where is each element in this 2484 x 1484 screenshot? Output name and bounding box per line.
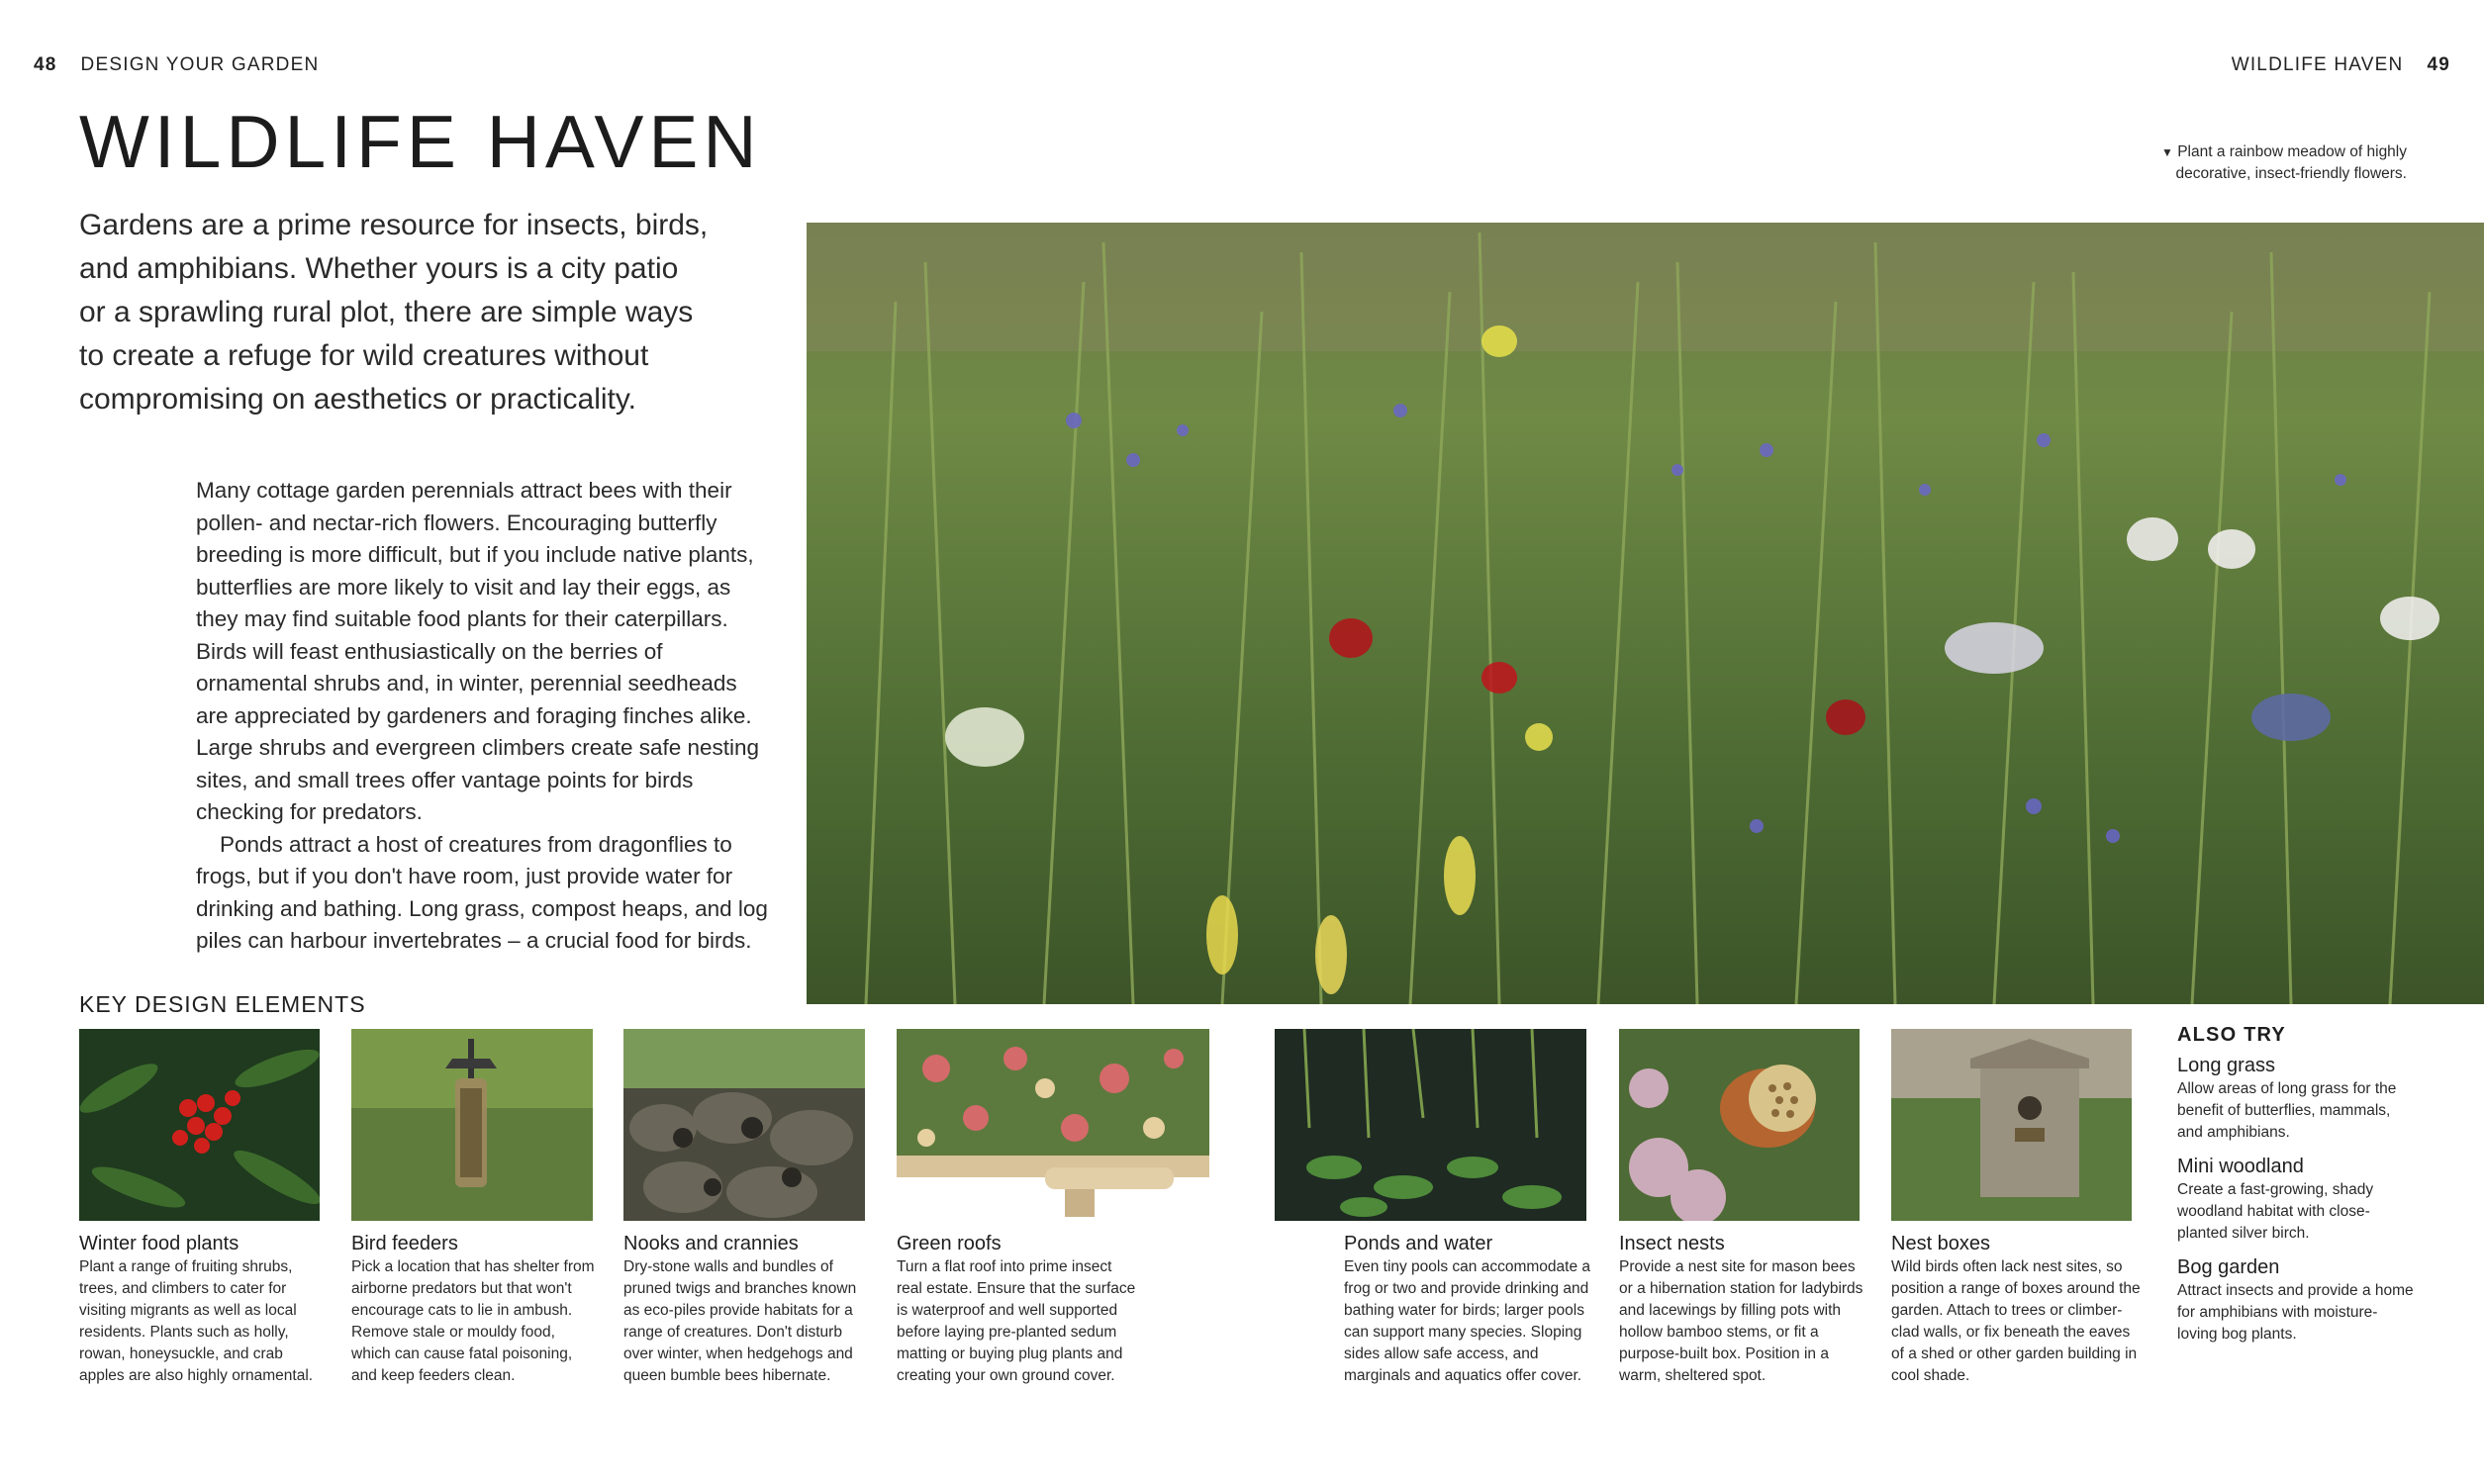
also-try-item-text: Create a fast-growing, shady woodland habitat with close-planted silver birch. — [2177, 1181, 2374, 1242]
section-heading: KEY DESIGN ELEMENTS — [79, 991, 366, 1017]
element-green-roofs — [897, 1231, 1140, 1387]
element-nooks-and-crannies — [623, 1231, 869, 1387]
element-title: Winter food plants — [79, 1233, 239, 1254]
body-paragraph-1: Many cottage garden perennials attract bees with their pollen- and nectar-rich flowers. Encouraging butterfly breeding is more difficult, but if you include native plants, butterflies are more likely to visit and lay their eggs, as they may find suitable food plants for their caterpillars. Birds will feast enthusiastically on the berries of ornamental shrubs and, in winter, perennial seedheads are appreciated by gardeners and foraging finches alike. Large shrubs and evergreen climbers create safe nesting sites, and small trees offer vantage points for birds checking for predators. — [196, 478, 760, 824]
element-text: Provide a nest site for mason bees or a hibernation station for ladybirds and lacewings by filling pots with hollow bamboo stems, or fit a purpose-built box. Position in a warm, sheltered spot. — [1619, 1258, 1863, 1384]
winter-food-plants-photo — [79, 1029, 320, 1221]
also-try-item-title: Bog garden — [2177, 1256, 2280, 1278]
element-text: Wild birds often lack nest sites, so position a range of boxes around the garden. Attach to trees or climber-clad walls, or fix beneath the eaves of a shed or other garden building in cool shade. — [1891, 1258, 2141, 1384]
also-try-item-title: Long grass — [2177, 1055, 2275, 1076]
bird-feeders-photo — [351, 1029, 593, 1221]
right-page-number: 49 — [2427, 54, 2450, 75]
element-nest-boxes — [1891, 1231, 2145, 1387]
caption-rest: of highly decorative, insect-friendly flowers. — [2175, 143, 2407, 182]
element-text: Plant a range of fruiting shrubs, trees, and climbers to cater for visiting migrants as well as local residents. Plants such as holly, rowan, honeysuckle, and crab apples are also highly ornamental. — [79, 1258, 314, 1384]
element-text: Turn a flat roof into prime insect real estate. Ensure that the surface is waterproof and well supported before laying pre-planted sedum matting or buying plug plants and creating your own ground cover. — [897, 1258, 1136, 1384]
body-paragraph-2: Ponds attract a host of creatures from dragonflies to frogs, but if you don't have room, just provide water for drinking and bathing. Long grass, compost heaps, and log piles can harbour invertebrates – a crucial food for birds. — [196, 831, 768, 953]
element-winter-food-plants — [79, 1231, 327, 1387]
also-try-item-title: Mini woodland — [2177, 1156, 2304, 1177]
element-text: Pick a location that has shelter from airborne predators but that won't encourage cats to lie in ambush. Remove stale or mouldy food, which can cause fatal poisoning, and keep feeders clean. — [351, 1258, 595, 1384]
also-try-panel — [2177, 1024, 2415, 1355]
element-title: Bird feeders — [351, 1233, 458, 1254]
green-roofs-photo — [897, 1029, 1209, 1221]
left-running-head — [34, 54, 319, 76]
page-title: WILDLIFE HAVEN — [79, 100, 762, 183]
right-running-head-text: WILDLIFE HAVEN — [2231, 54, 2404, 75]
caption-lead: Plant a rainbow meadow — [2177, 143, 2345, 160]
nooks-and-crannies-photo — [623, 1029, 865, 1221]
photo-caption — [2150, 141, 2407, 184]
element-title: Ponds and water — [1344, 1233, 1493, 1254]
nest-boxes-photo — [1891, 1029, 2132, 1221]
also-try-item-text: Allow areas of long grass for the benefit of butterflies, mammals, and amphibians. — [2177, 1080, 2397, 1141]
element-title: Nooks and crannies — [623, 1233, 799, 1254]
element-title: Nest boxes — [1891, 1233, 1991, 1254]
element-insect-nests — [1619, 1231, 1864, 1387]
body-text — [196, 475, 770, 958]
caption-marker: ▼ — [2161, 145, 2173, 159]
element-text: Even tiny pools can accommodate a frog or two and provide drinking and bathing water for birds; larger pools can support many species. Sloping sides allow safe access, and marginals and aquatics offer cover. — [1344, 1258, 1590, 1384]
element-title: Green roofs — [897, 1233, 1002, 1254]
element-bird-feeders — [351, 1231, 597, 1387]
also-try-heading: ALSO TRY — [2177, 1024, 2286, 1046]
intro-paragraph: Gardens are a prime resource for insects, birds, and amphibians. Whether yours is a city patio or a sprawling rural plot, there are simple ways to create a refuge for wild creatures without compromising on aesthetics or practicality. — [79, 209, 709, 416]
insect-nests-photo — [1619, 1029, 1860, 1221]
right-running-head — [2232, 54, 2450, 76]
element-title: Insect nests — [1619, 1233, 1725, 1254]
also-try-item-text: Attract insects and provide a home for amphibians with moisture-loving bog plants. — [2177, 1282, 2414, 1343]
ponds-and-water-photo — [1275, 1029, 1586, 1221]
meadow-photo — [807, 223, 2484, 1004]
element-text: Dry-stone walls and bundles of pruned twigs and branches known as eco-piles provide habitats for a range of creatures. Don't disturb over winter, when hedgehogs and queen bumble bees hibernate. — [623, 1258, 857, 1384]
left-page-number: 48 — [34, 54, 57, 75]
element-ponds-and-water — [1344, 1231, 1591, 1387]
left-running-head-text: DESIGN YOUR GARDEN — [80, 54, 320, 75]
